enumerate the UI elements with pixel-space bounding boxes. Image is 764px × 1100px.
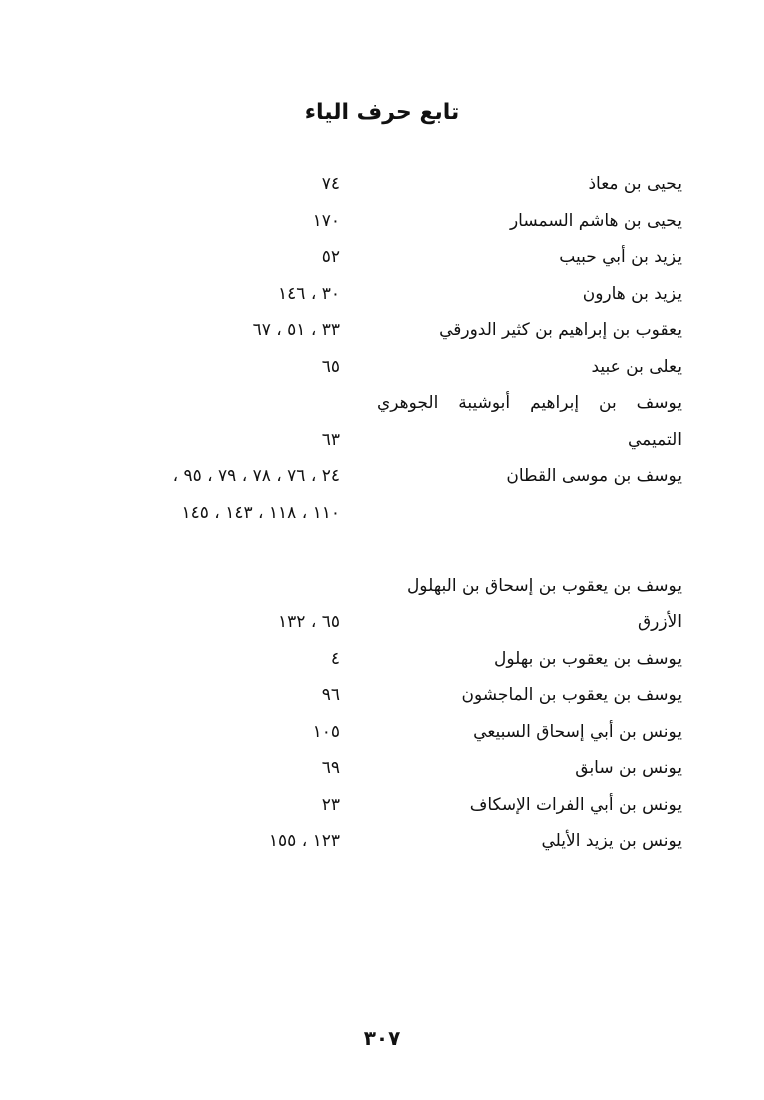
entry-pages: ٦٩ (321, 758, 340, 778)
entry-name: التميمي (628, 429, 682, 450)
entry-pages: ٢٤ ، ٧٦ ، ٧٨ ، ٧٩ ، ٩٥ ، (172, 466, 340, 486)
entry-name: يونس بن أبي إسحاق السبيعي (473, 721, 682, 742)
entry-pages: ٤ (330, 648, 340, 669)
list-item (0, 568, 764, 605)
list-item (0, 714, 764, 751)
entry-pages: ٥٢ (321, 247, 340, 267)
entry-pages: ١٧٠ (312, 210, 340, 231)
entry-name: يوسف بن إبراهيم أبوشيبة الجوهري (377, 393, 682, 413)
entry-name: يزيد بن هارون (582, 283, 682, 304)
page-number: ٣٠٧ (363, 1026, 401, 1050)
list-item (0, 641, 764, 678)
list-item (0, 677, 764, 714)
list-item (0, 166, 764, 203)
entry-pages: ٦٣ (321, 429, 340, 450)
page-title: تابع حرف الياء (304, 100, 460, 125)
entry-pages: ٣٣ ، ٥١ ، ٦٧ (252, 320, 340, 340)
entry-pages: ١٢٣ ، ١٥٥ (268, 831, 340, 851)
entry-name: الأزرق (637, 612, 682, 632)
entry-pages: ٢٣ (321, 794, 340, 815)
list-item (0, 604, 764, 641)
entry-name: يحيى بن معاذ (588, 174, 682, 194)
entry-name: يونس بن أبي الفرات الإسكاف (469, 794, 682, 815)
entry-name: يحيى بن هاشم السمسار (509, 210, 682, 231)
list-item (0, 458, 764, 495)
entry-pages: ٦٥ (321, 356, 340, 377)
entry-name: يوسف بن موسى القطان (506, 466, 682, 486)
entry-name: يونس بن يزيد الأيلي (541, 831, 682, 851)
entry-pages: ١٠٥ (312, 721, 340, 742)
list-item (0, 750, 764, 787)
entry-pages: ٧٤ (321, 174, 340, 194)
entry-pages: ٩٦ (321, 685, 340, 705)
list-item (0, 385, 764, 422)
list-item (0, 276, 764, 313)
list-item (0, 787, 764, 824)
entry-name: يوسف بن يعقوب بن الماجشون (461, 685, 682, 705)
name-index-list (0, 166, 764, 860)
entry-name: يعلى بن عبيد (591, 356, 682, 377)
entry-pages: ٣٠ ، ١٤٦ (278, 283, 340, 304)
entry-name: يعقوب بن إبراهيم بن كثير الدورقي (439, 320, 682, 340)
list-item (0, 203, 764, 240)
list-item (0, 239, 764, 276)
list-item (0, 531, 764, 568)
entry-pages: ٦٥ ، ١٣٢ (278, 612, 340, 632)
list-item (0, 422, 764, 459)
list-item (0, 349, 764, 386)
list-item (0, 823, 764, 860)
entry-name: يزيد بن أبي حبيب (559, 247, 682, 267)
list-item (0, 312, 764, 349)
entry-pages: ١١٠ ، ١١٨ ، ١٤٣ ، ١٤٥ (181, 502, 340, 523)
list-item (0, 495, 764, 532)
entry-name: يونس بن سابق (575, 758, 682, 778)
entry-name: يوسف بن يعقوب بن بهلول (494, 648, 682, 669)
entry-name: يوسف بن يعقوب بن إسحاق بن البهلول (406, 575, 682, 596)
